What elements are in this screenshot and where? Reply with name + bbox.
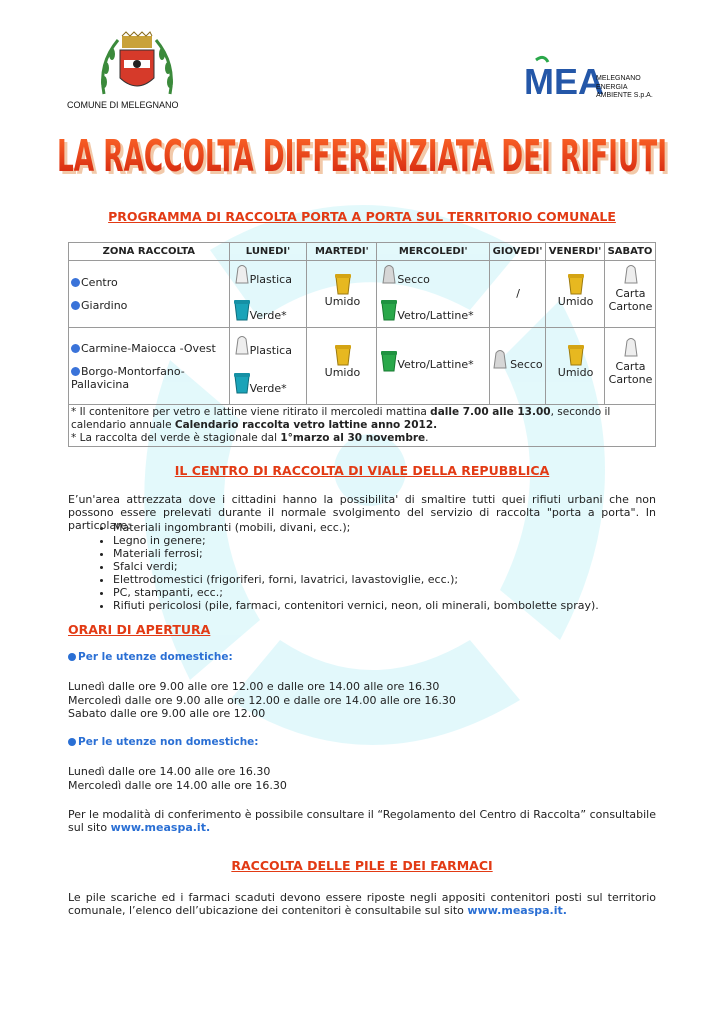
sabato-cell: [605, 328, 656, 405]
hours-line: Sabato dalle ore 9.00 alle ore 12.00: [68, 707, 266, 720]
zone-name: Borgo-Montorfano-Pallavicina: [71, 364, 185, 391]
collection-item: Umido: [324, 366, 361, 379]
mercoledi-cell: [377, 261, 490, 328]
bullet-icon: [71, 278, 80, 287]
non-domestic-label-text: Per le utenze non domestiche:: [78, 736, 259, 748]
green-waste-bin-icon: [232, 297, 252, 321]
pile-text: [68, 891, 656, 917]
collection-item: Verde*: [249, 309, 287, 322]
collection-item: Carta Cartone: [608, 360, 653, 386]
hours-line: Mercoledì dalle ore 9.00 alle ore 12.00 e dalle ore 14.00 alle ore 16.30: [68, 693, 456, 707]
column-header: LUNEDI': [229, 243, 307, 261]
organic-bin-icon: [333, 342, 353, 366]
green-waste-bin-icon: [232, 370, 252, 394]
zone-cell: [69, 261, 230, 328]
domestic-hours: [68, 680, 456, 721]
bullet-icon: [68, 653, 76, 661]
mea-logo-text: MEA: [524, 61, 604, 102]
bullet-icon: [68, 738, 76, 746]
banner-title: [50, 127, 674, 185]
dry-waste-bag-icon: [381, 263, 397, 285]
mea-company-name: [596, 75, 653, 101]
zone-name: Giardino: [81, 299, 128, 312]
dry-waste-bag-icon: [492, 348, 508, 370]
glass-bin-icon: [379, 348, 399, 372]
comune-label: COMUNE DI MELEGNANO: [67, 100, 179, 110]
collection-item: Plastica: [249, 273, 292, 286]
lunedi-cell: [229, 328, 307, 405]
mea-name-line: MELEGNANO: [596, 75, 641, 82]
giovedi-cell: [490, 261, 546, 328]
banner-title-text: LA RACCOLTA DIFFERENZIATA DEI RIFIUTI: [57, 131, 667, 182]
mercoledi-cell: [377, 328, 490, 405]
pile-body: Le pile scariche ed i farmaci scaduti devono essere riposte negli appositi contenitori posti sul territorio comunale, l’elenco dell’ubicazione dei contenitori è consultabile sul sito: [68, 891, 656, 917]
collection-item: Umido: [557, 366, 594, 379]
martedi-cell: [307, 261, 377, 328]
hours-line: Mercoledì dalle ore 14.00 alle ore 16.30: [68, 778, 287, 792]
table-note-row: [69, 405, 656, 447]
note-text: calendario annuale: [71, 419, 175, 431]
orari-title: ORARI DI APERTURA: [68, 622, 211, 637]
domestic-label-text: Per le utenze domestiche:: [78, 651, 233, 663]
domestic-label: [68, 651, 233, 663]
zone-cell: [69, 328, 230, 405]
collection-item: Secco: [510, 358, 543, 371]
comune-crest-icon: [96, 34, 178, 102]
non-domestic-label: [68, 736, 259, 748]
collection-item: /: [516, 287, 520, 300]
pile-title: RACCOLTA DELLE PILE E DEI FARMACI: [231, 858, 493, 873]
sabato-cell: [605, 261, 656, 328]
plastic-bag-icon: [234, 263, 250, 285]
column-header: MARTEDI': [307, 243, 377, 261]
column-header: GIOVEDI': [490, 243, 546, 261]
accepted-materials-list: [88, 521, 599, 612]
list-item: • Sfalci verdi;: [113, 560, 599, 573]
table-row: [69, 261, 656, 328]
mea-name-line: ENERGIA: [596, 83, 628, 91]
mea-name-line: AMBIENTE S.p.A.: [596, 92, 653, 99]
list-item: • Materiali ingombranti (mobili, divani, ecc.);: [113, 521, 599, 534]
regolamento-text: [68, 808, 656, 834]
measpa-link[interactable]: www.measpa.it.: [110, 821, 211, 834]
note-text: .: [425, 432, 429, 444]
regolamento-body: Per le modalità di conferimento è possibile consultare il “Regolamento del Centro di Raccolta” consultabile sul sito: [68, 808, 656, 834]
bullet-icon: [71, 344, 80, 353]
zone-name: Carmine-Maiocca -Ovest: [81, 341, 216, 355]
collection-item: Umido: [557, 295, 594, 308]
list-item: • Rifiuti pericolosi (pile, farmaci, contenitori vernici, neon, oli minerali, bombolette spray).: [113, 599, 599, 612]
column-header: MERCOLEDI': [377, 243, 490, 261]
note-text: * La raccolta del verde è stagionale dal: [71, 432, 281, 444]
column-header: ZONA RACCOLTA: [69, 243, 230, 261]
bullet-icon: [71, 367, 80, 376]
collection-item: Verde*: [249, 382, 287, 395]
venerdi-cell: [546, 261, 605, 328]
non-domestic-hours: [68, 765, 287, 792]
column-header: SABATO: [605, 243, 656, 261]
hours-line: Lunedì dalle ore 14.00 alle ore 16.30: [68, 765, 271, 778]
note-text-bold: dalle 7.00 alle 13.00: [430, 406, 551, 418]
measpa-link[interactable]: www.measpa.it.: [467, 904, 567, 917]
column-header: VENERDI': [546, 243, 605, 261]
venerdi-cell: [546, 328, 605, 405]
note-text: * Il contenitore per vetro e lattine viene ritirato il mercoledi mattina: [71, 406, 431, 418]
collection-item: Secco: [397, 273, 430, 286]
martedi-cell: [307, 328, 377, 405]
collection-item: Carta Cartone: [608, 287, 653, 313]
organic-bin-icon: [333, 271, 353, 295]
paper-bag-icon: [623, 336, 639, 358]
giovedi-cell: [490, 328, 546, 405]
note-text-bold: 1°marzo al 30 novembre: [280, 432, 426, 444]
collection-item: Plastica: [249, 344, 292, 357]
list-item: • Elettrodomestici (frigoriferi, forni, lavatrici, lavastoviglie, ecc.);: [113, 573, 599, 586]
centro-intro: E’un'area attrezzata dove i cittadini hanno la possibilita' di smaltire tutti quei rifiuti urbani che non possono essere prelevati durante il normale svolgimento del servizio di raccolta "porta a porta". In particolare:: [68, 493, 656, 532]
glass-bin-icon: [379, 297, 399, 321]
centro-title: IL CENTRO DI RACCOLTA DI VIALE DELLA REPUBBLICA: [174, 463, 550, 478]
collection-item: Vetro/Lattine*: [397, 309, 474, 322]
organic-bin-icon: [566, 271, 586, 295]
list-item: • Materiali ferrosi;: [113, 547, 599, 560]
zone-name: Centro: [81, 276, 118, 289]
table-row: [69, 328, 656, 405]
list-item: • Legno in genere;: [113, 534, 599, 547]
paper-bag-icon: [623, 263, 639, 285]
list-item: • PC, stampanti, ecc.;: [113, 586, 599, 599]
table-header-row: [69, 243, 656, 261]
organic-bin-icon: [566, 342, 586, 366]
table-note: [69, 405, 656, 447]
hours-line: Lunedì dalle ore 9.00 alle ore 12.00 e dalle ore 14.00 alle ore 16.30: [68, 680, 440, 693]
collection-item: Umido: [324, 295, 361, 308]
collection-schedule-table: [68, 242, 656, 447]
note-text: , secondo il: [550, 406, 611, 418]
lunedi-cell: [229, 261, 307, 328]
plastic-bag-icon: [234, 334, 250, 356]
note-text-bold: Calendario raccolta vetro lattine anno 2012.: [174, 419, 438, 431]
collection-item: Vetro/Lattine*: [397, 358, 474, 371]
banner-title-shadow: LA RACCOLTA DIFFERENZIATA DEI RIFIUTI: [60, 134, 670, 185]
mea-logo: [522, 56, 604, 102]
bullet-icon: [71, 301, 80, 310]
program-title: PROGRAMMA DI RACCOLTA PORTA A PORTA SUL TERRITORIO COMUNALE: [108, 209, 616, 224]
